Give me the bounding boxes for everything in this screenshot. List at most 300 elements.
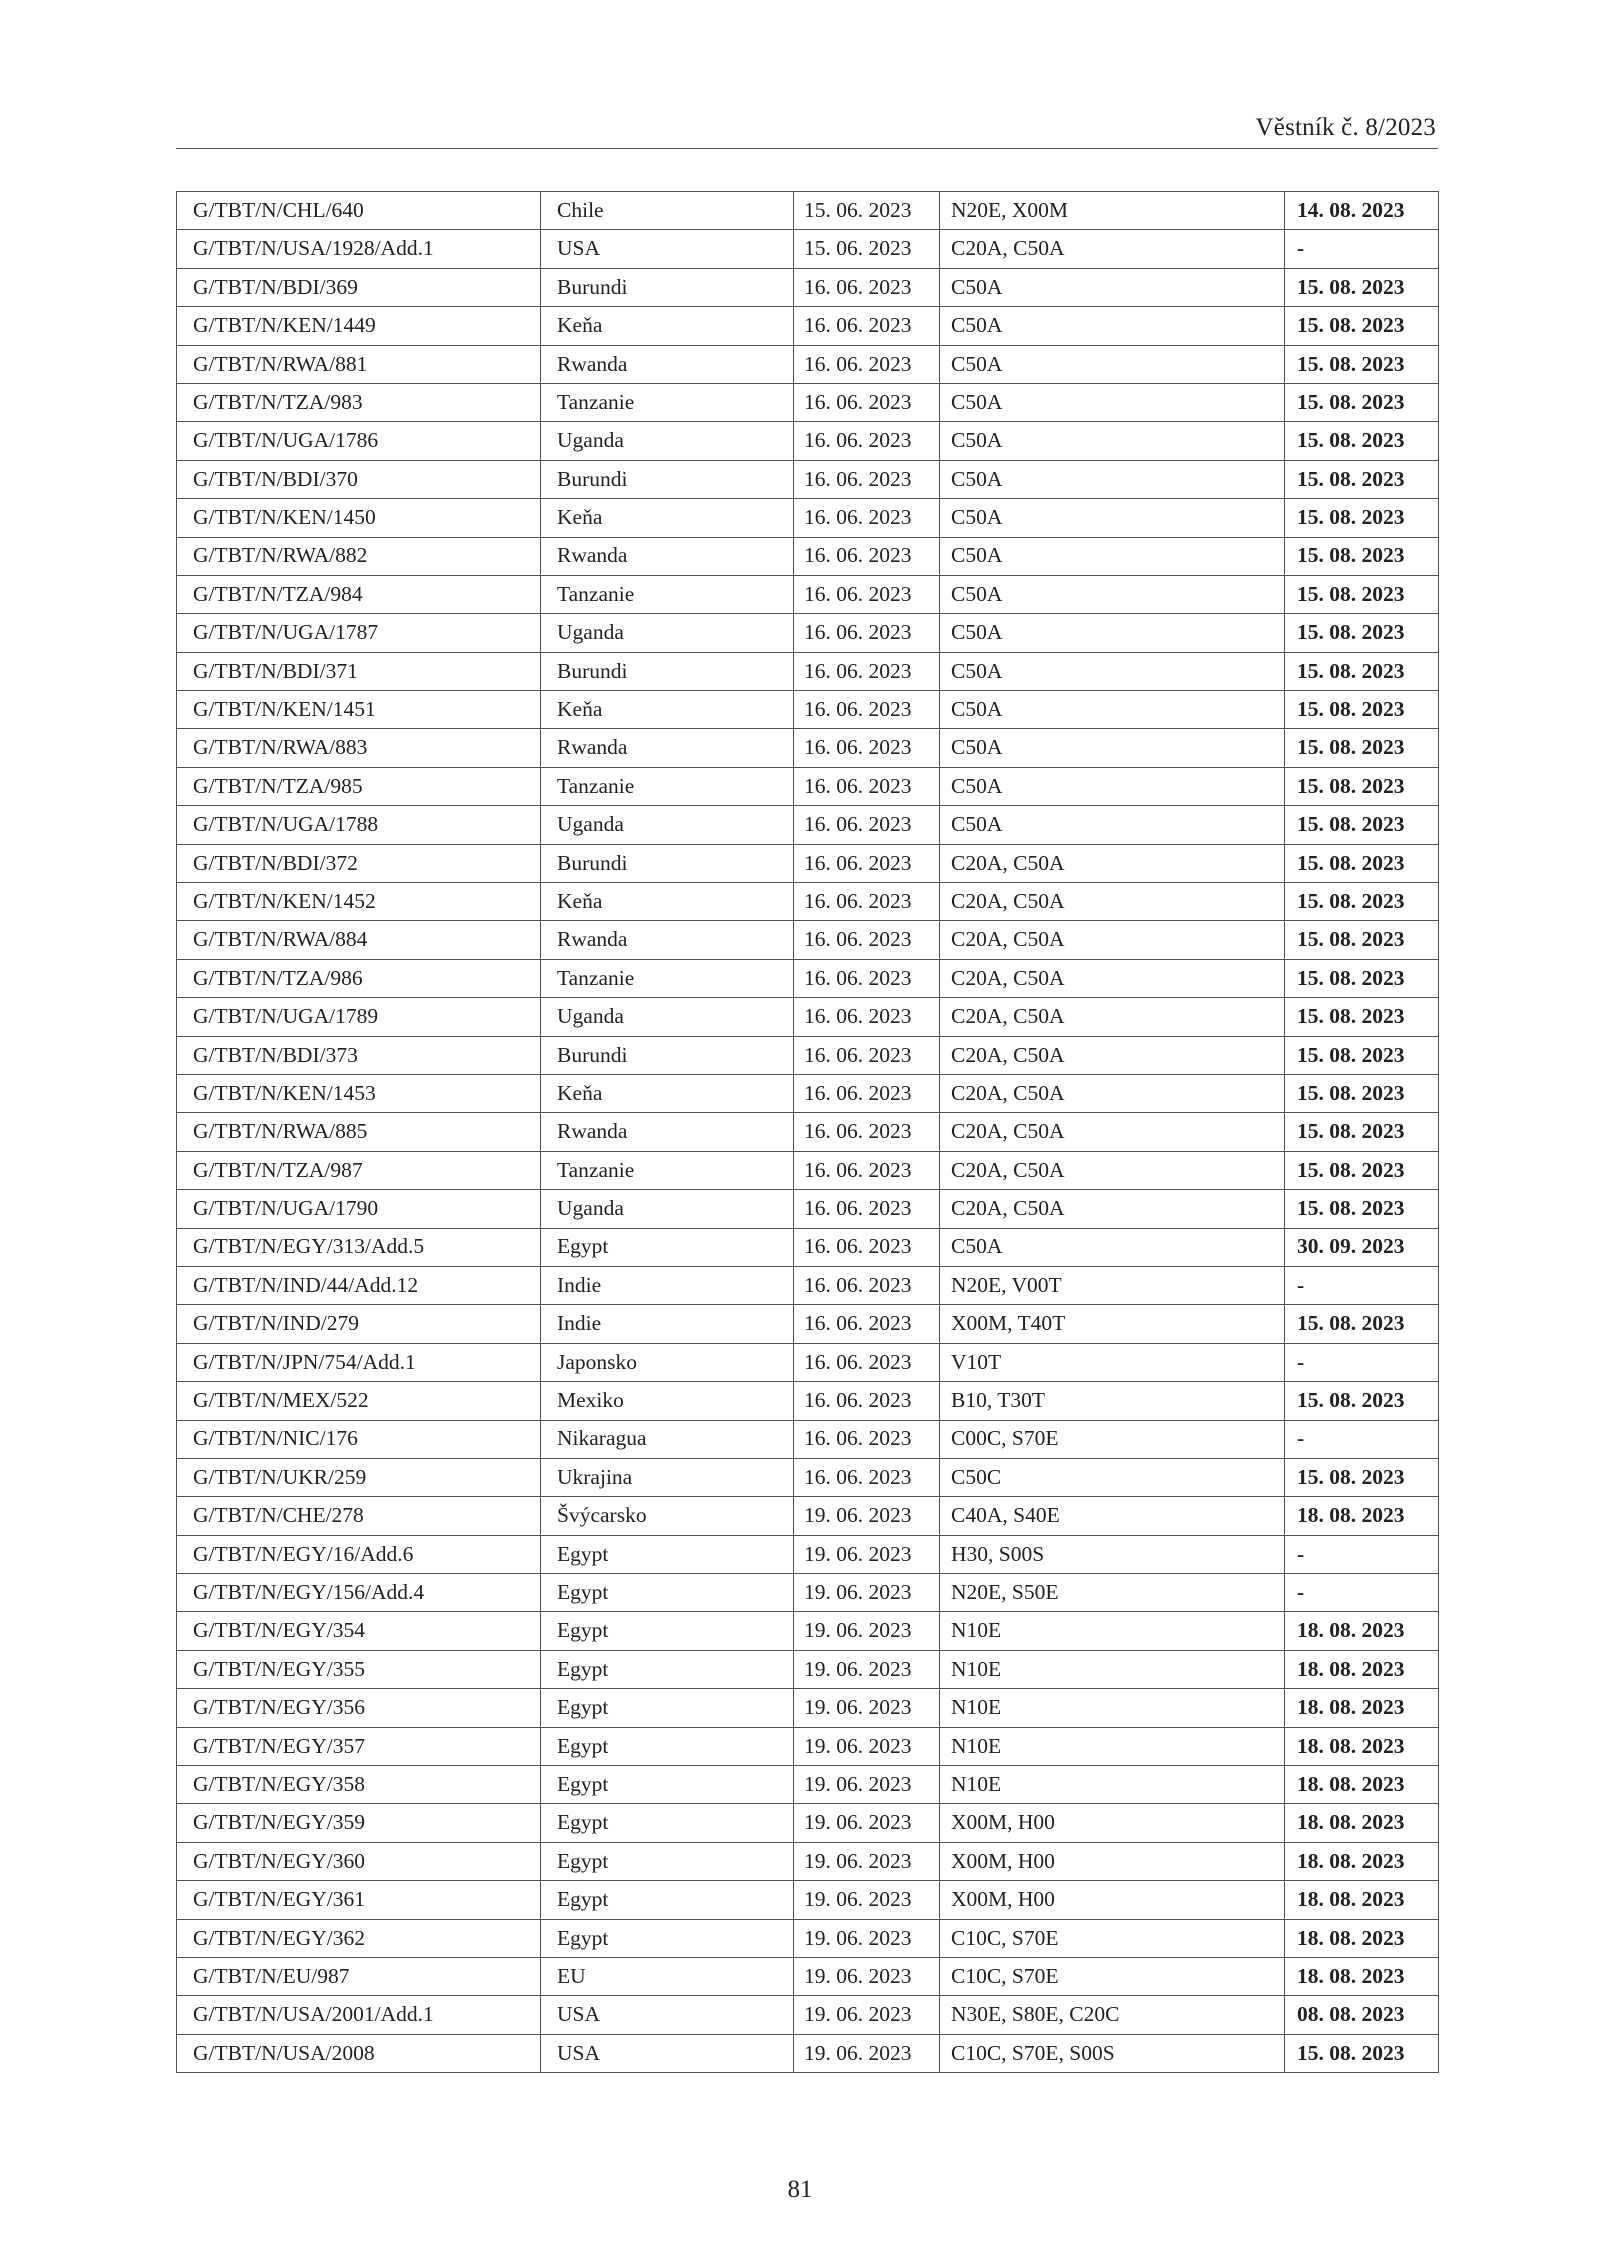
ics-codes-cell: C20A, C50A: [940, 921, 1285, 959]
table-row: [177, 729, 1439, 767]
country-cell: Keňa: [541, 883, 794, 921]
country-cell: Egypt: [541, 1842, 794, 1880]
country-cell: USA: [541, 230, 794, 268]
comment-deadline-cell: -: [1285, 230, 1439, 268]
notification-id-cell: G/TBT/N/CHE/278: [177, 1497, 541, 1535]
comment-deadline-cell: 15. 08. 2023: [1285, 998, 1439, 1036]
notification-date-cell: 19. 06. 2023: [794, 1727, 940, 1765]
table-row: [177, 422, 1439, 460]
notification-id-cell: G/TBT/N/EGY/359: [177, 1804, 541, 1842]
notification-id-cell: G/TBT/N/EGY/156/Add.4: [177, 1574, 541, 1612]
comment-deadline-cell: -: [1285, 1535, 1439, 1573]
notification-id-cell: G/TBT/N/TZA/985: [177, 767, 541, 805]
ics-codes-cell: C50C: [940, 1458, 1285, 1496]
table-row: [177, 1190, 1439, 1228]
table-row: [177, 1036, 1439, 1074]
comment-deadline-cell: 15. 08. 2023: [1285, 1190, 1439, 1228]
ics-codes-cell: C50A: [940, 499, 1285, 537]
ics-codes-cell: C20A, C50A: [940, 959, 1285, 997]
comment-deadline-cell: 18. 08. 2023: [1285, 1766, 1439, 1804]
country-cell: Rwanda: [541, 921, 794, 959]
comment-deadline-cell: 15. 08. 2023: [1285, 614, 1439, 652]
country-cell: Chile: [541, 192, 794, 230]
notification-date-cell: 16. 06. 2023: [794, 1458, 940, 1496]
notification-date-cell: 19. 06. 2023: [794, 1804, 940, 1842]
notification-date-cell: 19. 06. 2023: [794, 1612, 940, 1650]
notification-id-cell: G/TBT/N/TZA/984: [177, 575, 541, 613]
notification-date-cell: 16. 06. 2023: [794, 575, 940, 613]
ics-codes-cell: C00C, S70E: [940, 1420, 1285, 1458]
notification-date-cell: 16. 06. 2023: [794, 383, 940, 421]
ics-codes-cell: C50A: [940, 383, 1285, 421]
notification-date-cell: 16. 06. 2023: [794, 537, 940, 575]
country-cell: Egypt: [541, 1612, 794, 1650]
notification-date-cell: 16. 06. 2023: [794, 652, 940, 690]
table-row: [177, 1113, 1439, 1151]
country-cell: Egypt: [541, 1881, 794, 1919]
notification-id-cell: G/TBT/N/KEN/1449: [177, 307, 541, 345]
notification-date-cell: 19. 06. 2023: [794, 1881, 940, 1919]
notification-date-cell: 16. 06. 2023: [794, 422, 940, 460]
notification-id-cell: G/TBT/N/MEX/522: [177, 1382, 541, 1420]
comment-deadline-cell: -: [1285, 1574, 1439, 1612]
comment-deadline-cell: 15. 08. 2023: [1285, 537, 1439, 575]
comment-deadline-cell: 15. 08. 2023: [1285, 383, 1439, 421]
notification-date-cell: 16. 06. 2023: [794, 729, 940, 767]
country-cell: Egypt: [541, 1574, 794, 1612]
notification-id-cell: G/TBT/N/UGA/1790: [177, 1190, 541, 1228]
comment-deadline-cell: 30. 09. 2023: [1285, 1228, 1439, 1266]
comment-deadline-cell: 18. 08. 2023: [1285, 1919, 1439, 1957]
table-row: [177, 1382, 1439, 1420]
country-cell: Indie: [541, 1266, 794, 1304]
notification-id-cell: G/TBT/N/BDI/370: [177, 460, 541, 498]
country-cell: Tanzanie: [541, 959, 794, 997]
table-row: [177, 1497, 1439, 1535]
table-row: [177, 460, 1439, 498]
table-row: [177, 806, 1439, 844]
country-cell: Egypt: [541, 1727, 794, 1765]
table-row: [177, 998, 1439, 1036]
country-cell: Uganda: [541, 422, 794, 460]
ics-codes-cell: C20A, C50A: [940, 1036, 1285, 1074]
page-header: [176, 110, 1438, 149]
comment-deadline-cell: 15. 08. 2023: [1285, 806, 1439, 844]
notification-id-cell: G/TBT/N/KEN/1450: [177, 499, 541, 537]
comment-deadline-cell: 15. 08. 2023: [1285, 921, 1439, 959]
table-row: [177, 883, 1439, 921]
ics-codes-cell: C50A: [940, 345, 1285, 383]
comment-deadline-cell: 15. 08. 2023: [1285, 1036, 1439, 1074]
notification-id-cell: G/TBT/N/NIC/176: [177, 1420, 541, 1458]
table-row: [177, 575, 1439, 613]
comment-deadline-cell: 15. 08. 2023: [1285, 499, 1439, 537]
notification-id-cell: G/TBT/N/CHL/640: [177, 192, 541, 230]
notification-date-cell: 16. 06. 2023: [794, 998, 940, 1036]
table-row: [177, 1650, 1439, 1688]
ics-codes-cell: X00M, T40T: [940, 1305, 1285, 1343]
comment-deadline-cell: 15. 08. 2023: [1285, 883, 1439, 921]
notification-id-cell: G/TBT/N/EGY/356: [177, 1689, 541, 1727]
comment-deadline-cell: 15. 08. 2023: [1285, 729, 1439, 767]
notification-id-cell: G/TBT/N/UGA/1786: [177, 422, 541, 460]
notification-id-cell: G/TBT/N/EGY/362: [177, 1919, 541, 1957]
table-row: [177, 268, 1439, 306]
country-cell: Nikaragua: [541, 1420, 794, 1458]
notification-date-cell: 16. 06. 2023: [794, 959, 940, 997]
notification-id-cell: G/TBT/N/EGY/313/Add.5: [177, 1228, 541, 1266]
comment-deadline-cell: 15. 08. 2023: [1285, 1305, 1439, 1343]
ics-codes-cell: C20A, C50A: [940, 1074, 1285, 1112]
notification-date-cell: 16. 06. 2023: [794, 307, 940, 345]
notification-date-cell: 16. 06. 2023: [794, 806, 940, 844]
comment-deadline-cell: 18. 08. 2023: [1285, 1650, 1439, 1688]
country-cell: Uganda: [541, 614, 794, 652]
table-row: [177, 959, 1439, 997]
ics-codes-cell: V10T: [940, 1343, 1285, 1381]
notification-date-cell: 16. 06. 2023: [794, 1074, 940, 1112]
table-row: [177, 192, 1439, 230]
table-row: [177, 1689, 1439, 1727]
country-cell: Egypt: [541, 1766, 794, 1804]
comment-deadline-cell: 18. 08. 2023: [1285, 1612, 1439, 1650]
ics-codes-cell: B10, T30T: [940, 1382, 1285, 1420]
ics-codes-cell: C40A, S40E: [940, 1497, 1285, 1535]
table-row: [177, 1420, 1439, 1458]
ics-codes-cell: N10E: [940, 1727, 1285, 1765]
notification-id-cell: G/TBT/N/EGY/354: [177, 1612, 541, 1650]
comment-deadline-cell: 18. 08. 2023: [1285, 1804, 1439, 1842]
country-cell: Egypt: [541, 1535, 794, 1573]
notification-date-cell: 16. 06. 2023: [794, 844, 940, 882]
comment-deadline-cell: 18. 08. 2023: [1285, 1842, 1439, 1880]
country-cell: Tanzanie: [541, 767, 794, 805]
comment-deadline-cell: 15. 08. 2023: [1285, 1151, 1439, 1189]
table-row: [177, 1842, 1439, 1880]
notification-date-cell: 19. 06. 2023: [794, 1689, 940, 1727]
country-cell: Švýcarsko: [541, 1497, 794, 1535]
country-cell: Indie: [541, 1305, 794, 1343]
country-cell: Egypt: [541, 1689, 794, 1727]
country-cell: USA: [541, 1996, 794, 2034]
notification-date-cell: 19. 06. 2023: [794, 2034, 940, 2072]
table-row: [177, 1804, 1439, 1842]
table-row: [177, 1343, 1439, 1381]
notification-id-cell: G/TBT/N/EU/987: [177, 1957, 541, 1995]
notifications-table-wrapper: [176, 191, 1438, 2073]
notification-date-cell: 19. 06. 2023: [794, 1957, 940, 1995]
table-row: [177, 1074, 1439, 1112]
comment-deadline-cell: 18. 08. 2023: [1285, 1497, 1439, 1535]
notification-id-cell: G/TBT/N/KEN/1452: [177, 883, 541, 921]
notification-id-cell: G/TBT/N/RWA/885: [177, 1113, 541, 1151]
notification-date-cell: 16. 06. 2023: [794, 1228, 940, 1266]
comment-deadline-cell: 18. 08. 2023: [1285, 1689, 1439, 1727]
comment-deadline-cell: 15. 08. 2023: [1285, 652, 1439, 690]
ics-codes-cell: C20A, C50A: [940, 998, 1285, 1036]
notification-id-cell: G/TBT/N/RWA/884: [177, 921, 541, 959]
country-cell: Uganda: [541, 1190, 794, 1228]
table-row: [177, 2034, 1439, 2072]
notification-id-cell: G/TBT/N/UGA/1788: [177, 806, 541, 844]
country-cell: Burundi: [541, 652, 794, 690]
ics-codes-cell: C50A: [940, 307, 1285, 345]
notification-date-cell: 16. 06. 2023: [794, 1266, 940, 1304]
table-row: [177, 1228, 1439, 1266]
notification-id-cell: G/TBT/N/EGY/358: [177, 1766, 541, 1804]
table-row: [177, 1612, 1439, 1650]
comment-deadline-cell: 18. 08. 2023: [1285, 1727, 1439, 1765]
notification-date-cell: 16. 06. 2023: [794, 345, 940, 383]
notification-id-cell: G/TBT/N/KEN/1451: [177, 691, 541, 729]
notification-id-cell: G/TBT/N/RWA/883: [177, 729, 541, 767]
notification-id-cell: G/TBT/N/TZA/983: [177, 383, 541, 421]
ics-codes-cell: C10C, S70E: [940, 1919, 1285, 1957]
ics-codes-cell: C50A: [940, 575, 1285, 613]
notification-id-cell: G/TBT/N/JPN/754/Add.1: [177, 1343, 541, 1381]
table-row: [177, 614, 1439, 652]
table-row: [177, 844, 1439, 882]
ics-codes-cell: C20A, C50A: [940, 1113, 1285, 1151]
table-row: [177, 230, 1439, 268]
country-cell: Tanzanie: [541, 383, 794, 421]
notification-id-cell: G/TBT/N/EGY/355: [177, 1650, 541, 1688]
notification-date-cell: 19. 06. 2023: [794, 1996, 940, 2034]
notification-date-cell: 16. 06. 2023: [794, 1113, 940, 1151]
notification-id-cell: G/TBT/N/EGY/360: [177, 1842, 541, 1880]
comment-deadline-cell: -: [1285, 1266, 1439, 1304]
ics-codes-cell: C20A, C50A: [940, 1190, 1285, 1228]
table-row: [177, 1535, 1439, 1573]
notification-date-cell: 19. 06. 2023: [794, 1535, 940, 1573]
country-cell: Tanzanie: [541, 1151, 794, 1189]
comment-deadline-cell: 15. 08. 2023: [1285, 575, 1439, 613]
ics-codes-cell: X00M, H00: [940, 1881, 1285, 1919]
table-row: [177, 1727, 1439, 1765]
notification-date-cell: 16. 06. 2023: [794, 1420, 940, 1458]
ics-codes-cell: N30E, S80E, C20C: [940, 1996, 1285, 2034]
country-cell: Ukrajina: [541, 1458, 794, 1496]
country-cell: Rwanda: [541, 345, 794, 383]
country-cell: Keňa: [541, 1074, 794, 1112]
notification-date-cell: 16. 06. 2023: [794, 614, 940, 652]
ics-codes-cell: X00M, H00: [940, 1804, 1285, 1842]
ics-codes-cell: N20E, V00T: [940, 1266, 1285, 1304]
comment-deadline-cell: 08. 08. 2023: [1285, 1996, 1439, 2034]
table-row: [177, 1766, 1439, 1804]
notification-date-cell: 19. 06. 2023: [794, 1574, 940, 1612]
comment-deadline-cell: 15. 08. 2023: [1285, 422, 1439, 460]
table-row: [177, 691, 1439, 729]
ics-codes-cell: C50A: [940, 460, 1285, 498]
ics-codes-cell: N10E: [940, 1612, 1285, 1650]
ics-codes-cell: C20A, C50A: [940, 844, 1285, 882]
notification-date-cell: 16. 06. 2023: [794, 499, 940, 537]
table-row: [177, 1996, 1439, 2034]
notification-date-cell: 16. 06. 2023: [794, 883, 940, 921]
notification-date-cell: 16. 06. 2023: [794, 1151, 940, 1189]
table-row: [177, 921, 1439, 959]
comment-deadline-cell: 18. 08. 2023: [1285, 1957, 1439, 1995]
country-cell: Egypt: [541, 1650, 794, 1688]
comment-deadline-cell: 15. 08. 2023: [1285, 268, 1439, 306]
country-cell: Burundi: [541, 844, 794, 882]
comment-deadline-cell: -: [1285, 1420, 1439, 1458]
notification-id-cell: G/TBT/N/IND/44/Add.12: [177, 1266, 541, 1304]
comment-deadline-cell: -: [1285, 1343, 1439, 1381]
notification-id-cell: G/TBT/N/TZA/987: [177, 1151, 541, 1189]
notification-date-cell: 16. 06. 2023: [794, 1305, 940, 1343]
table-row: [177, 767, 1439, 805]
country-cell: Uganda: [541, 806, 794, 844]
notification-date-cell: 19. 06. 2023: [794, 1497, 940, 1535]
notification-id-cell: G/TBT/N/BDI/372: [177, 844, 541, 882]
ics-codes-cell: C10C, S70E: [940, 1957, 1285, 1995]
comment-deadline-cell: 15. 08. 2023: [1285, 1074, 1439, 1112]
notification-date-cell: 16. 06. 2023: [794, 1036, 940, 1074]
notification-id-cell: G/TBT/N/RWA/881: [177, 345, 541, 383]
table-row: [177, 307, 1439, 345]
comment-deadline-cell: 15. 08. 2023: [1285, 767, 1439, 805]
ics-codes-cell: C20A, C50A: [940, 1151, 1285, 1189]
notifications-table: [176, 191, 1439, 2073]
notification-id-cell: G/TBT/N/BDI/369: [177, 268, 541, 306]
table-row: [177, 1305, 1439, 1343]
notification-id-cell: G/TBT/N/BDI/371: [177, 652, 541, 690]
ics-codes-cell: C20A, C50A: [940, 883, 1285, 921]
comment-deadline-cell: 15. 08. 2023: [1285, 345, 1439, 383]
ics-codes-cell: X00M, H00: [940, 1842, 1285, 1880]
notification-date-cell: 16. 06. 2023: [794, 691, 940, 729]
notification-id-cell: G/TBT/N/USA/2008: [177, 2034, 541, 2072]
notification-id-cell: G/TBT/N/KEN/1453: [177, 1074, 541, 1112]
country-cell: Mexiko: [541, 1382, 794, 1420]
table-row: [177, 1919, 1439, 1957]
notification-id-cell: G/TBT/N/RWA/882: [177, 537, 541, 575]
notification-id-cell: G/TBT/N/USA/2001/Add.1: [177, 1996, 541, 2034]
table-row: [177, 1881, 1439, 1919]
country-cell: Rwanda: [541, 729, 794, 767]
ics-codes-cell: C50A: [940, 767, 1285, 805]
comment-deadline-cell: 14. 08. 2023: [1285, 192, 1439, 230]
notification-date-cell: 16. 06. 2023: [794, 1343, 940, 1381]
notification-date-cell: 19. 06. 2023: [794, 1650, 940, 1688]
ics-codes-cell: C50A: [940, 268, 1285, 306]
ics-codes-cell: N10E: [940, 1766, 1285, 1804]
notification-date-cell: 16. 06. 2023: [794, 921, 940, 959]
table-row: [177, 652, 1439, 690]
ics-codes-cell: N10E: [940, 1650, 1285, 1688]
country-cell: Keňa: [541, 691, 794, 729]
country-cell: Japonsko: [541, 1343, 794, 1381]
comment-deadline-cell: 15. 08. 2023: [1285, 2034, 1439, 2072]
notification-id-cell: G/TBT/N/UGA/1789: [177, 998, 541, 1036]
country-cell: Burundi: [541, 268, 794, 306]
country-cell: Egypt: [541, 1228, 794, 1266]
comment-deadline-cell: 15. 08. 2023: [1285, 307, 1439, 345]
comment-deadline-cell: 15. 08. 2023: [1285, 460, 1439, 498]
table-row: [177, 345, 1439, 383]
notification-date-cell: 16. 06. 2023: [794, 268, 940, 306]
table-body: [177, 192, 1439, 2073]
country-cell: EU: [541, 1957, 794, 1995]
country-cell: Burundi: [541, 1036, 794, 1074]
country-cell: Keňa: [541, 499, 794, 537]
journal-issue-title: Věstník č. 8/2023: [1255, 114, 1436, 141]
notification-date-cell: 16. 06. 2023: [794, 460, 940, 498]
notification-id-cell: G/TBT/N/EGY/361: [177, 1881, 541, 1919]
page-number: 81: [787, 2176, 813, 2203]
country-cell: Tanzanie: [541, 575, 794, 613]
ics-codes-cell: C50A: [940, 652, 1285, 690]
table-row: [177, 1458, 1439, 1496]
table-row: [177, 383, 1439, 421]
ics-codes-cell: C20A, C50A: [940, 230, 1285, 268]
comment-deadline-cell: 15. 08. 2023: [1285, 1113, 1439, 1151]
notification-id-cell: G/TBT/N/IND/279: [177, 1305, 541, 1343]
notification-id-cell: G/TBT/N/BDI/373: [177, 1036, 541, 1074]
ics-codes-cell: N10E: [940, 1689, 1285, 1727]
notification-id-cell: G/TBT/N/UKR/259: [177, 1458, 541, 1496]
notification-date-cell: 15. 06. 2023: [794, 230, 940, 268]
country-cell: Rwanda: [541, 537, 794, 575]
notification-date-cell: 16. 06. 2023: [794, 1382, 940, 1420]
country-cell: Rwanda: [541, 1113, 794, 1151]
notification-id-cell: G/TBT/N/EGY/357: [177, 1727, 541, 1765]
table-row: [177, 1574, 1439, 1612]
notification-id-cell: G/TBT/N/TZA/986: [177, 959, 541, 997]
comment-deadline-cell: 15. 08. 2023: [1285, 1382, 1439, 1420]
ics-codes-cell: C50A: [940, 422, 1285, 460]
ics-codes-cell: N20E, X00M: [940, 192, 1285, 230]
notification-id-cell: G/TBT/N/USA/1928/Add.1: [177, 230, 541, 268]
ics-codes-cell: H30, S00S: [940, 1535, 1285, 1573]
table-row: [177, 1151, 1439, 1189]
comment-deadline-cell: 15. 08. 2023: [1285, 1458, 1439, 1496]
ics-codes-cell: C50A: [940, 537, 1285, 575]
comment-deadline-cell: 15. 08. 2023: [1285, 844, 1439, 882]
notification-date-cell: 19. 06. 2023: [794, 1919, 940, 1957]
ics-codes-cell: C50A: [940, 1228, 1285, 1266]
country-cell: Egypt: [541, 1919, 794, 1957]
ics-codes-cell: C50A: [940, 729, 1285, 767]
comment-deadline-cell: 15. 08. 2023: [1285, 691, 1439, 729]
country-cell: Uganda: [541, 998, 794, 1036]
table-row: [177, 1957, 1439, 1995]
notification-id-cell: G/TBT/N/EGY/16/Add.6: [177, 1535, 541, 1573]
ics-codes-cell: C50A: [940, 691, 1285, 729]
notification-date-cell: 15. 06. 2023: [794, 192, 940, 230]
ics-codes-cell: N20E, S50E: [940, 1574, 1285, 1612]
ics-codes-cell: C50A: [940, 614, 1285, 652]
notification-id-cell: G/TBT/N/UGA/1787: [177, 614, 541, 652]
notification-date-cell: 16. 06. 2023: [794, 1190, 940, 1228]
ics-codes-cell: C50A: [940, 806, 1285, 844]
country-cell: Keňa: [541, 307, 794, 345]
comment-deadline-cell: 15. 08. 2023: [1285, 959, 1439, 997]
notification-date-cell: 19. 06. 2023: [794, 1766, 940, 1804]
table-row: [177, 499, 1439, 537]
table-row: [177, 537, 1439, 575]
country-cell: USA: [541, 2034, 794, 2072]
notification-date-cell: 19. 06. 2023: [794, 1842, 940, 1880]
notification-date-cell: 16. 06. 2023: [794, 767, 940, 805]
ics-codes-cell: C10C, S70E, S00S: [940, 2034, 1285, 2072]
table-row: [177, 1266, 1439, 1304]
comment-deadline-cell: 18. 08. 2023: [1285, 1881, 1439, 1919]
country-cell: Burundi: [541, 460, 794, 498]
country-cell: Egypt: [541, 1804, 794, 1842]
